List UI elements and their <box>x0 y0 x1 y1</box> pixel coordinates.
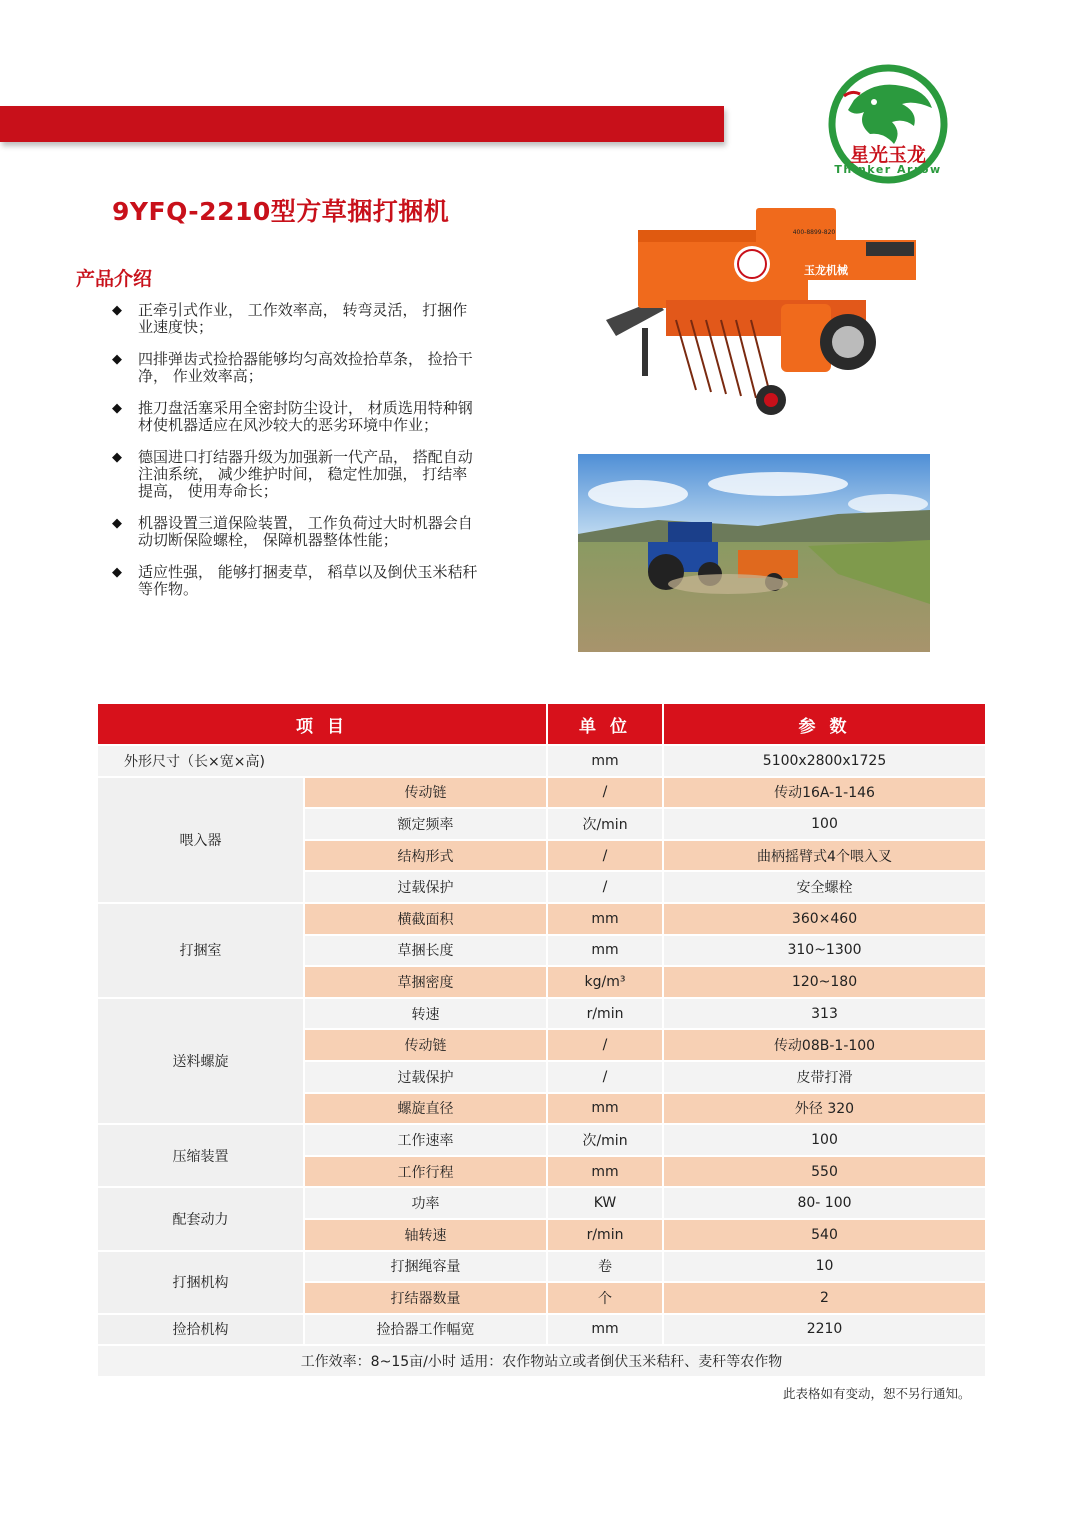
diamond-bullet-icon: ◆ <box>112 565 122 580</box>
field-operation-photo <box>578 454 930 652</box>
row-unit: 卷 <box>548 1252 662 1282</box>
header-value: 参 数 <box>664 704 985 744</box>
spec-table <box>96 702 987 1378</box>
logo-name-en: Thinker Arrow <box>834 163 942 176</box>
row-value: 传动08B-1-100 <box>664 1030 985 1060</box>
row-item: 打捆绳容量 <box>305 1252 546 1282</box>
feature-list <box>112 302 482 613</box>
row-item: 工作行程 <box>305 1157 546 1187</box>
table-header-row <box>98 704 985 744</box>
row-value: 曲柄摇臂式4个喂入叉 <box>664 841 985 871</box>
row-item: 转速 <box>305 999 546 1029</box>
row-unit: / <box>548 872 662 902</box>
row-unit: / <box>548 841 662 871</box>
row-unit: / <box>548 778 662 808</box>
row-value: 120~180 <box>664 967 985 997</box>
row-item: 外形尺寸（长×宽×高) <box>98 746 546 776</box>
diamond-bullet-icon: ◆ <box>112 516 122 531</box>
row-value: 安全螺栓 <box>664 872 985 902</box>
list-item: ◆ 机器设置三道保险装置， 工作负荷过大时机器会自动切断保险螺栓， 保障机器整体性能； <box>112 514 473 549</box>
baler-machine-image <box>586 200 934 426</box>
diamond-bullet-icon: ◆ <box>112 352 122 367</box>
page-title: 9YFQ-2210型方草捆打捆机 <box>112 197 450 226</box>
brand-logo <box>814 60 962 184</box>
row-value: 5100x2800x1725 <box>664 746 985 776</box>
machine-decal-brand: 玉龙机械 <box>804 264 848 277</box>
row-unit: 次/min <box>548 809 662 839</box>
row-item: 草捆密度 <box>305 967 546 997</box>
row-item: 传动链 <box>305 778 546 808</box>
row-unit: mm <box>548 746 662 776</box>
table-footer-row <box>98 1346 985 1376</box>
header-unit: 单 位 <box>548 704 662 744</box>
list-item: ◆ 正牵引式作业， 工作效率高， 转弯灵活， 打捆作业速度快； <box>112 301 468 336</box>
row-value: 360×460 <box>664 904 985 934</box>
row-value: 100 <box>664 809 985 839</box>
row-unit: / <box>548 1062 662 1092</box>
row-value: 传动16A-1-146 <box>664 778 985 808</box>
header-item: 项 目 <box>98 704 546 744</box>
disclaimer-note: 此表格如有变动，恕不另行通知。 <box>783 1386 971 1401</box>
row-value: 313 <box>664 999 985 1029</box>
table-row <box>98 1315 985 1345</box>
table-row <box>98 1252 985 1282</box>
row-unit: r/min <box>548 999 662 1029</box>
row-item: 轴转速 <box>305 1220 546 1250</box>
group-label: 喂入器 <box>98 778 303 902</box>
row-unit: mm <box>548 904 662 934</box>
row-unit: r/min <box>548 1220 662 1250</box>
diamond-bullet-icon: ◆ <box>112 450 122 465</box>
group-label: 打捆室 <box>98 904 303 997</box>
group-label: 配套动力 <box>98 1188 303 1249</box>
row-unit: mm <box>548 1315 662 1345</box>
intro-heading: 产品介绍 <box>76 268 153 290</box>
row-unit: mm <box>548 936 662 966</box>
row-value: 2 <box>664 1283 985 1313</box>
group-label: 压缩装置 <box>98 1125 303 1186</box>
row-unit: / <box>548 1030 662 1060</box>
table-row <box>98 999 985 1029</box>
row-unit: 个 <box>548 1283 662 1313</box>
row-unit: mm <box>548 1094 662 1124</box>
row-item: 功率 <box>305 1188 546 1218</box>
row-item: 传动链 <box>305 1030 546 1060</box>
list-item: ◆ 推刀盘活塞采用全密封防尘设计， 材质选用特种钢材使机器适应在风沙较大的恶劣环境中作业； <box>112 399 473 434</box>
row-item: 过载保护 <box>305 872 546 902</box>
table-row <box>98 904 985 934</box>
row-unit: kg/m³ <box>548 967 662 997</box>
table-row <box>98 1125 985 1155</box>
table-row <box>98 778 985 808</box>
row-value: 2210 <box>664 1315 985 1345</box>
row-item: 草捆长度 <box>305 936 546 966</box>
row-item: 螺旋直径 <box>305 1094 546 1124</box>
logo-name-cn: 星光玉龙 <box>849 144 927 166</box>
row-item: 结构形式 <box>305 841 546 871</box>
group-label: 打捆机构 <box>98 1252 303 1313</box>
table-row <box>98 746 985 776</box>
table-row <box>98 1188 985 1218</box>
table-footer: 工作效率：8~15亩/小时 适用：农作物站立或者倒伏玉米秸秆、麦秆等农作物 <box>98 1346 985 1376</box>
list-item: ◆ 四排弹齿式捡拾器能够均匀高效捡拾草条， 捡拾干净， 作业效率高； <box>112 350 473 385</box>
row-unit: KW <box>548 1188 662 1218</box>
machine-decal-phone: 400-8899-820 <box>792 229 836 236</box>
group-label: 捡拾机构 <box>98 1315 303 1345</box>
row-value: 550 <box>664 1157 985 1187</box>
row-item: 横截面积 <box>305 904 546 934</box>
diamond-bullet-icon: ◆ <box>112 303 122 318</box>
group-label: 送料螺旋 <box>98 999 303 1123</box>
row-value: 100 <box>664 1125 985 1155</box>
row-value: 外径 320 <box>664 1094 985 1124</box>
diamond-bullet-icon: ◆ <box>112 401 122 416</box>
row-item: 工作速率 <box>305 1125 546 1155</box>
row-unit: mm <box>548 1157 662 1187</box>
row-value: 310~1300 <box>664 936 985 966</box>
row-value: 80- 100 <box>664 1188 985 1218</box>
row-value: 540 <box>664 1220 985 1250</box>
row-unit: 次/min <box>548 1125 662 1155</box>
row-item: 捡拾器工作幅宽 <box>305 1315 546 1345</box>
row-item: 过载保护 <box>305 1062 546 1092</box>
list-item: ◆ 德国进口打结器升级为加强新一代产品， 搭配自动注油系统， 减少维护时间， 稳定性加强， 打结率提高， 使用寿命长； <box>112 448 473 500</box>
row-value: 皮带打滑 <box>664 1062 985 1092</box>
row-item: 额定频率 <box>305 809 546 839</box>
row-item: 打结器数量 <box>305 1283 546 1313</box>
list-item: ◆ 适应性强， 能够打捆麦草， 稻草以及倒伏玉米秸秆等作物。 <box>112 563 478 598</box>
row-value: 10 <box>664 1252 985 1282</box>
header-red-bar <box>0 106 724 142</box>
